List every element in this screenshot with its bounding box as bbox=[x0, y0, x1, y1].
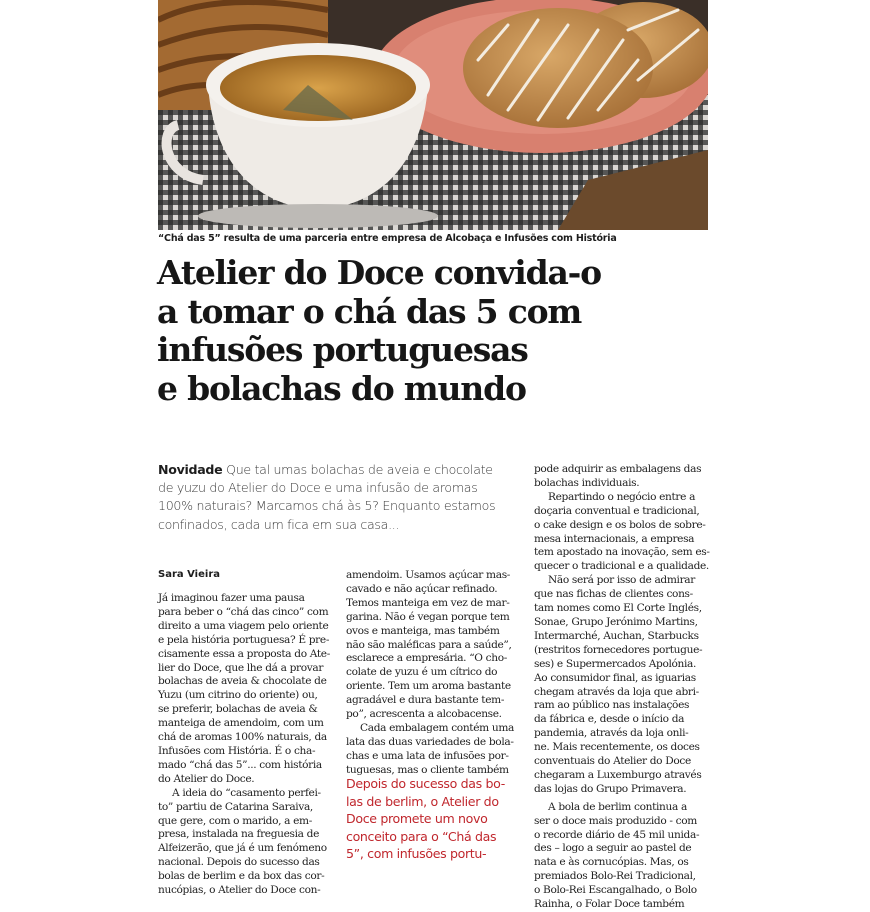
body-line: tam nomes como El Corte Inglés, bbox=[534, 602, 702, 615]
lead-paragraph bbox=[158, 461, 523, 534]
body-line: ses) e Supermercados Apolónia. bbox=[534, 657, 697, 670]
headline-line: e bolachas do mundo bbox=[157, 368, 526, 408]
lead-first-text: Que tal umas bolachas de aveia e chocolate bbox=[222, 462, 493, 477]
body-line: ram ao público nas instalações bbox=[534, 699, 690, 712]
body-line: to” partiu de Catarina Saraiva, bbox=[158, 800, 313, 813]
body-line: garina. Não é vegan porque tem bbox=[346, 610, 510, 623]
body-line: chegaram a Luxemburgo através bbox=[534, 768, 702, 781]
body-line: ne. Mais recentemente, os doces bbox=[534, 741, 700, 754]
body-column-2 bbox=[346, 569, 524, 778]
body-line: pode adquirir as embalagens das bbox=[534, 463, 702, 475]
lead-line: confinados, cada um fica em sua casa... bbox=[158, 516, 400, 532]
body-line: nucópias, o Atelier do Doce con- bbox=[158, 884, 321, 897]
body-line: cisamente essa a proposta do Ate- bbox=[158, 647, 330, 660]
body-line: Não será por isso de admirar bbox=[548, 574, 695, 587]
body-line: (restritos fornecedores portugue- bbox=[534, 643, 703, 656]
body-line: ovos e manteiga, mas também bbox=[346, 624, 500, 637]
body-line: Sonae, Grupo Jerónimo Martins, bbox=[534, 615, 698, 628]
body-line: lata das duas variedades de bola- bbox=[346, 735, 514, 748]
body-line: lier do Doce, que lhe dá a provar bbox=[158, 661, 324, 674]
body-line: Cada embalagem contém uma bbox=[360, 721, 514, 734]
lead-line: 100% naturais? Marcamos chá às 5? Enquanto estamos bbox=[158, 498, 496, 514]
body-line: po”, acrescenta a alcobacense. bbox=[346, 708, 502, 721]
body-line: Intermarché, Auchan, Starbucks bbox=[534, 629, 699, 642]
body-line: des – logo a seguir ao pastel de bbox=[534, 842, 692, 855]
body-line: presa, instalada na freguesia de bbox=[158, 828, 319, 841]
body-line: pandemia, através da loja onli- bbox=[534, 727, 689, 740]
pull-quote bbox=[346, 775, 526, 863]
body-line: o Bolo-Rei Escangalhado, o Bolo bbox=[534, 884, 697, 897]
body-line: direito a uma viagem pelo oriente bbox=[158, 619, 329, 632]
body-line: agradável e dura bastante tem- bbox=[346, 694, 505, 707]
body-line: ser o doce mais produzido - com bbox=[534, 814, 697, 827]
body-line: que nas fichas de clientes cons- bbox=[534, 588, 693, 601]
body-line: bolas de berlim e da box das cor- bbox=[158, 870, 325, 883]
photo-caption: “Chá das 5” resulta de uma parceria entre empresa de Alcobaça e Infusões com História bbox=[158, 233, 617, 244]
body-line: chegam através da loja que abri- bbox=[534, 685, 699, 698]
body-line: mado “chá das 5”... com história bbox=[158, 758, 322, 771]
pull-quote-line: Doce promete um novo bbox=[346, 811, 488, 827]
tea-and-cookies-illustration bbox=[158, 0, 708, 230]
body-line: bolachas de aveia & chocolate de bbox=[158, 675, 327, 688]
lead-kicker: Novidade bbox=[158, 462, 223, 477]
body-line: mesa internacionais, a empresa bbox=[534, 532, 695, 545]
body-line: amendoim. Usamos açúcar mas- bbox=[346, 569, 511, 581]
body-line: cavado e não açúcar refinado. bbox=[346, 582, 498, 595]
body-line: Repartindo o negócio entre a bbox=[548, 490, 696, 503]
body-line: do Atelier do Doce. bbox=[158, 772, 255, 785]
headline-line: a tomar o chá das 5 com bbox=[157, 291, 582, 331]
body-line: quecer o tradicional e a qualidade. bbox=[534, 560, 709, 573]
body-line: Temos manteiga em vez de mar- bbox=[346, 596, 510, 609]
body-line: chá de aromas 100% naturais, da bbox=[158, 731, 327, 744]
body-line: não são maléficas para a saúde”, bbox=[346, 638, 512, 651]
headline bbox=[157, 254, 717, 408]
lead-line bbox=[158, 461, 523, 479]
body-line: A bola de berlim continua a bbox=[548, 800, 687, 813]
body-line: chas e uma lata de infusões por- bbox=[346, 749, 509, 762]
body-line: nata e às cornucópias. Mas, os bbox=[534, 856, 689, 869]
body-line: Rainha, o Folar Doce também bbox=[534, 898, 685, 911]
body-line: doçaria conventual e tradicional, bbox=[534, 504, 700, 517]
pull-quote-line: Depois do sucesso das bo- bbox=[346, 776, 505, 791]
body-line: que gere, com o marido, a em- bbox=[158, 814, 312, 827]
body-line: e pela história portuguesa? É pre- bbox=[158, 633, 330, 646]
body-line: esclarece a empresária. “O cho- bbox=[346, 652, 507, 665]
article-photo bbox=[158, 0, 708, 230]
body-line: Ao consumidor final, as iguarias bbox=[534, 671, 696, 684]
body-line: das lojas do Grupo Primavera. bbox=[534, 782, 687, 795]
pull-quote-line: conceito para o “Chá das bbox=[346, 828, 497, 844]
body-line: o recorde diário de 45 mil unida- bbox=[534, 828, 700, 841]
body-line: o cake design e os bolos de sobre- bbox=[534, 518, 706, 531]
pull-quote-line: las de berlim, o Atelier do bbox=[346, 793, 499, 809]
body-line: Já imaginou fazer uma pausa bbox=[158, 592, 305, 604]
body-line: da fábrica e, desde o início da bbox=[534, 713, 685, 726]
author-byline: Sara Vieira bbox=[158, 569, 220, 580]
body-line: conventuais do Atelier do Doce bbox=[534, 755, 691, 768]
headline-line: infusões portuguesas bbox=[157, 330, 528, 369]
body-line: bolachas individuais. bbox=[534, 476, 640, 489]
body-line: Alfeizerão, que já é um fenómeno bbox=[158, 842, 327, 855]
body-column-3 bbox=[534, 463, 709, 912]
body-line: se preferir, bolachas de aveia & bbox=[158, 703, 318, 716]
body-line: premiados Bolo-Rei Tradicional, bbox=[534, 870, 696, 883]
body-line: nacional. Depois do sucesso das bbox=[158, 856, 320, 869]
body-line: colate de yuzu é um cítrico do bbox=[346, 666, 498, 679]
body-column-1 bbox=[158, 592, 336, 898]
body-line: oriente. Tem um aroma bastante bbox=[346, 680, 511, 693]
lead-line: de yuzu do Atelier do Doce e uma infusão de aromas bbox=[158, 480, 478, 496]
body-line: tem apostado na inovação, sem es- bbox=[534, 546, 710, 559]
body-line: A ideia do “casamento perfei- bbox=[172, 786, 321, 799]
headline-line: Atelier do Doce convida-o bbox=[157, 253, 601, 292]
body-line: tuguesas, mas o cliente também bbox=[346, 763, 509, 776]
body-line: para beber o “chá das cinco” com bbox=[158, 605, 329, 618]
body-line: manteiga de amendoim, com um bbox=[158, 717, 324, 730]
body-line: Infusões com História. É o cha- bbox=[158, 744, 316, 757]
body-line: Yuzu (um citrino do oriente) ou, bbox=[158, 689, 318, 702]
pull-quote-line: 5”, com infusões portu- bbox=[346, 846, 487, 862]
